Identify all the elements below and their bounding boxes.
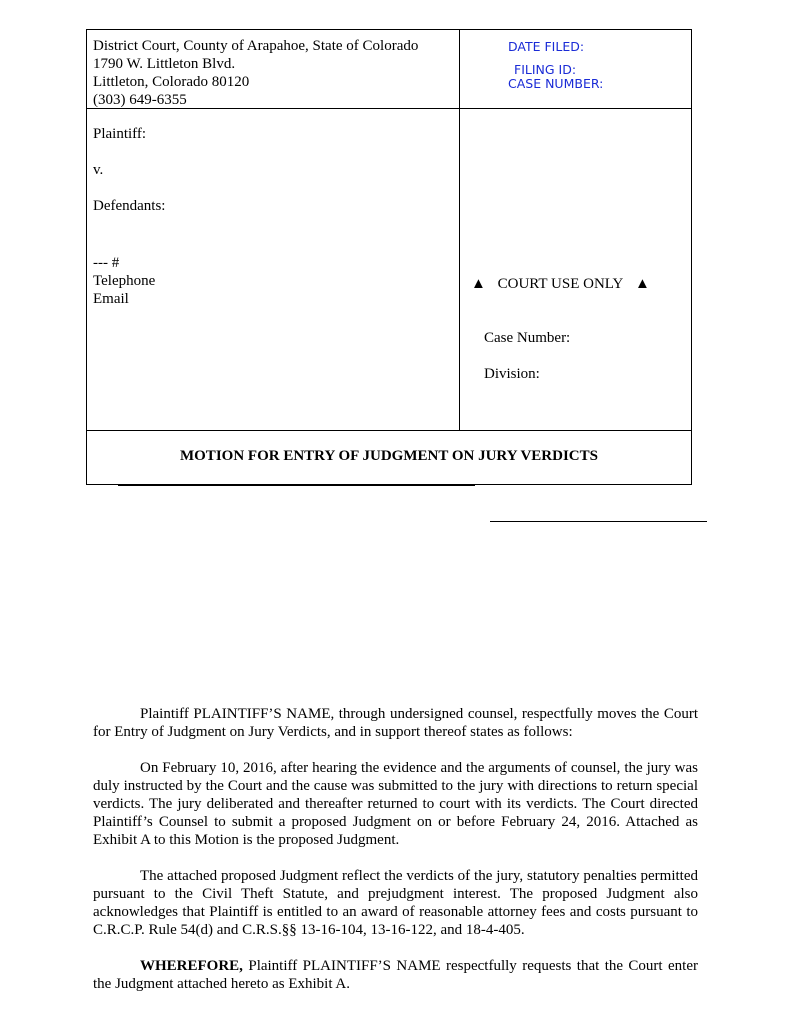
court-phone: (303) 649-6355 [93,92,187,108]
court-street: 1790 W. Littleton Blvd. [93,56,236,72]
division-label: Division: [484,366,540,382]
court-use-only-label [467,276,654,293]
attorney-telephone: Telephone [93,273,156,289]
court-name: District Court, County of Arapahoe, State of Colorado [93,38,419,54]
caption-header-row [87,30,691,109]
filing-id-stamp: FILING ID: [514,62,577,77]
triangle-up-icon: ▲ [635,276,650,292]
court-address-block [93,37,418,109]
versus-label: v. [93,162,104,178]
wherefore-bold: WHEREFORE, [140,958,243,974]
plaintiff-label: Plaintiff: [93,126,147,142]
case-number-stamp: CASE NUMBER: [508,76,604,91]
motion-body [93,705,698,993]
attorney-email: Email [93,291,129,307]
caption-underline [118,485,475,486]
signature-line [490,521,707,522]
case-caption-box [86,29,692,485]
document-title: MOTION FOR ENTRY OF JUDGMENT ON JURY VERDICTS [179,448,598,464]
case-number-label: Case Number: [484,330,571,346]
caption-parties-row [87,109,691,431]
judgment-paragraph: The attached proposed Judgment reflect the verdicts of the jury, statutory penalties permitted pursuant to the Civil Theft Statute, and prejudgment interest. The proposed Judgment also acknowledges that Plaintiff is entitled to an award of reasonable attorney fees and costs pursuant to C.R.C.P. Rule 54(d) and C.R.S.§§ 13-16-104, 13-16-122, and 18-4-405. [93,868,698,938]
wherefore-paragraph [93,957,698,993]
attorney-number: --- # [93,255,120,271]
intro-paragraph: Plaintiff PLAINTIFF’S NAME, through undersigned counsel, respectfully moves the Court for Entry of Judgment on Jury Verdicts, and in support thereof states as follows: [93,706,698,740]
court-use-only-text: COURT USE ONLY [497,276,624,292]
date-filed-stamp: DATE FILED: [508,39,585,54]
court-city: Littleton, Colorado 80120 [93,74,250,90]
triangle-up-icon: ▲ [471,276,486,292]
facts-paragraph: On February 10, 2016, after hearing the evidence and the arguments of counsel, the jury was duly instructed by the Court and the cause was submitted to the jury with directions to return special verdicts. The jury deliberated and thereafter returned to court with its verdicts. The Court directed Plaintiff’s Counsel to submit a proposed Judgment on or before February 24, 2016. Attached as Exhibit A to this Motion is the proposed Judgment. [93,760,698,848]
defendants-label: Defendants: [93,198,166,214]
wherefore-text: Plaintiff PLAINTIFF’S NAME respectfully requests that the Court enter the Judgment attached hereto as Exhibit A. [93,958,698,992]
caption-column-divider [459,30,460,431]
